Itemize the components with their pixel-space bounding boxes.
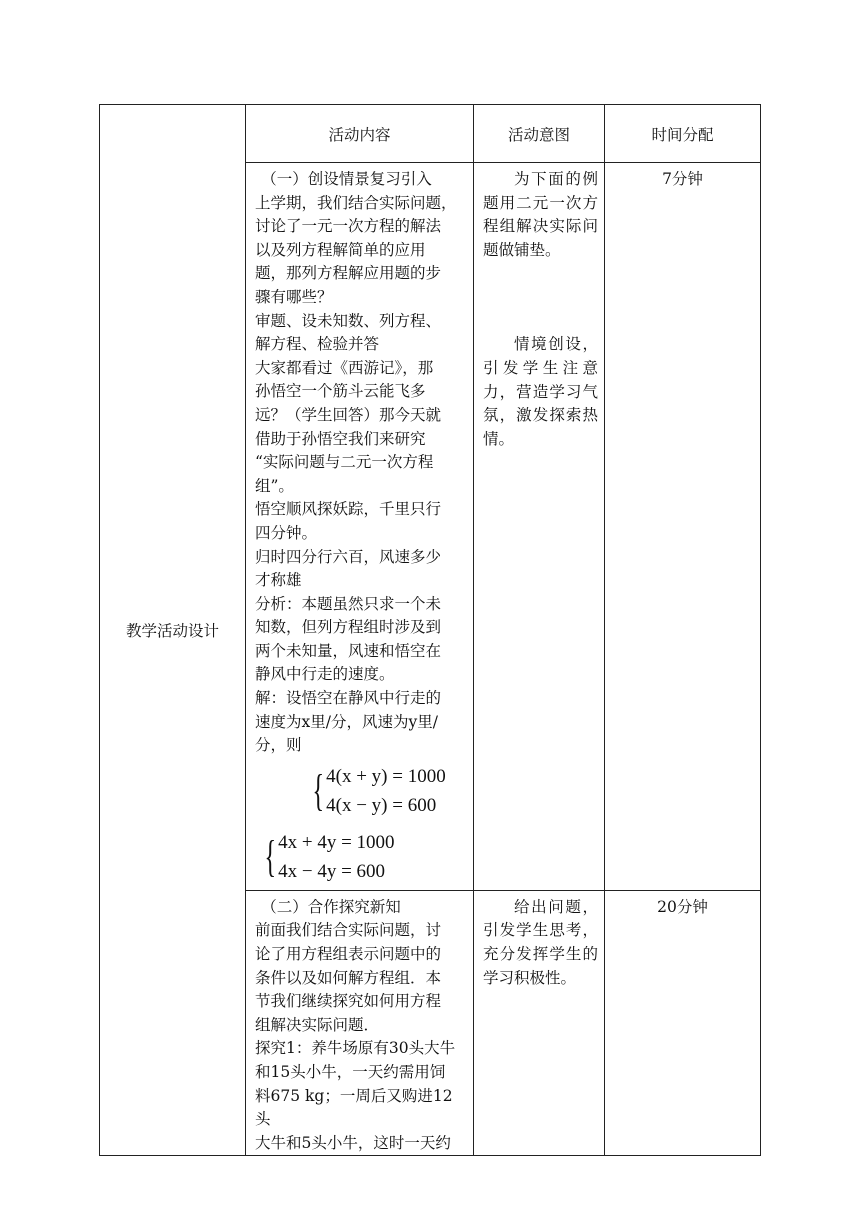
text-line: 分，则 bbox=[255, 736, 302, 755]
equation-line: 4(x − y) = 600 bbox=[326, 794, 437, 816]
text-line: 才称雄 bbox=[255, 571, 302, 590]
text-line: 题，那列方程解应用题的步 bbox=[255, 264, 442, 283]
text-line: 归时四分行六百，风速多少 bbox=[255, 547, 442, 566]
header-activity-content: 活动内容 bbox=[246, 105, 474, 163]
text-line: “实际问题与二元一次方程 bbox=[255, 453, 434, 472]
section1-time: 7分钟 bbox=[605, 163, 761, 891]
text-line: 探究1：养牛场原有30头大牛 bbox=[255, 1039, 456, 1058]
text-line: 远？（学生回答）那今天就 bbox=[255, 405, 442, 424]
table-header-row bbox=[100, 105, 761, 163]
text-line: 组”。 bbox=[255, 476, 294, 495]
text-line: 条件以及如何解方程组．本 bbox=[255, 968, 442, 987]
text-line: 以及列方程解简单的应用 bbox=[255, 240, 426, 259]
text-line: 讨论了一元一次方程的解法 bbox=[255, 217, 442, 236]
purpose-text: 给出问题，引发学生思考，充分发挥学生的学习积极性。 bbox=[483, 897, 598, 987]
text-line: 上学期，我们结合实际问题， bbox=[255, 193, 457, 212]
row-label-teaching-activity: 教学活动设计 bbox=[100, 105, 246, 1156]
equation-system-2 bbox=[255, 828, 395, 886]
text-line: 悟空顺风探妖踪，千里只行 bbox=[255, 500, 442, 519]
text-line: 孙悟空一个筋斗云能飞多 bbox=[255, 382, 426, 401]
section1-content bbox=[246, 163, 474, 891]
header-activity-purpose: 活动意图 bbox=[474, 105, 605, 163]
section2-content bbox=[246, 890, 474, 1156]
section1-title: （一）创设情景复习引入 bbox=[261, 170, 432, 188]
equation-line: 4(x + y) = 1000 bbox=[326, 765, 446, 787]
text-line: 大牛和5头小牛，这时一天约 bbox=[255, 1133, 451, 1152]
section1-purpose bbox=[474, 163, 605, 891]
text-line: 料675 kg；一周后又购进12头 bbox=[255, 1086, 453, 1129]
equation-line: 4x + 4y = 1000 bbox=[278, 831, 395, 853]
text-line: 和15头小牛，一天约需用饲 bbox=[255, 1063, 446, 1081]
left-brace: { bbox=[312, 765, 325, 815]
purpose-text: 为下面的例题用二元一次方程组解决实际问题做铺垫。 bbox=[483, 170, 598, 259]
equation-line: 4x − 4y = 600 bbox=[278, 860, 386, 882]
header-time-allocation: 时间分配 bbox=[605, 105, 761, 163]
purpose-text: 情境创设，引发学生注意力，营造学习气氛，激发探索热情。 bbox=[483, 335, 598, 448]
text-line: 节我们继续探究如何用方程 bbox=[255, 992, 442, 1011]
text-line: 四分钟。 bbox=[255, 523, 318, 542]
text-line: 分析：本题虽然只求一个未 bbox=[255, 594, 442, 613]
text-line: 速度为x里/分，风速为y里/ bbox=[255, 712, 438, 731]
text-line: 知数，但列方程组时涉及到 bbox=[255, 618, 442, 637]
section2-purpose bbox=[474, 890, 605, 1156]
text-line: 解方程、检验并答 bbox=[255, 335, 380, 354]
equation-system-1 bbox=[303, 762, 446, 820]
lesson-plan-table bbox=[99, 104, 761, 1156]
text-line: 审题、设未知数、列方程、 bbox=[255, 311, 442, 330]
left-brace: { bbox=[264, 831, 277, 881]
text-line: 前面我们结合实际问题，讨 bbox=[255, 921, 442, 940]
text-line: 大家都看过《西游记》，那 bbox=[255, 358, 434, 377]
text-line: 论了用方程组表示问题中的 bbox=[255, 945, 442, 964]
section2-title: （二）合作探究新知 bbox=[261, 897, 401, 916]
section2-time: 20分钟 bbox=[605, 890, 761, 1156]
text-line: 两个未知量，风速和悟空在 bbox=[255, 641, 442, 660]
text-line: 静风中行走的速度。 bbox=[255, 665, 395, 684]
text-line: 借助于孙悟空我们来研究 bbox=[255, 429, 426, 448]
text-line: 解：设悟空在静风中行走的 bbox=[255, 689, 442, 708]
text-line: 组解决实际问题． bbox=[255, 1015, 380, 1034]
text-line: 骤有哪些？ bbox=[255, 287, 333, 306]
